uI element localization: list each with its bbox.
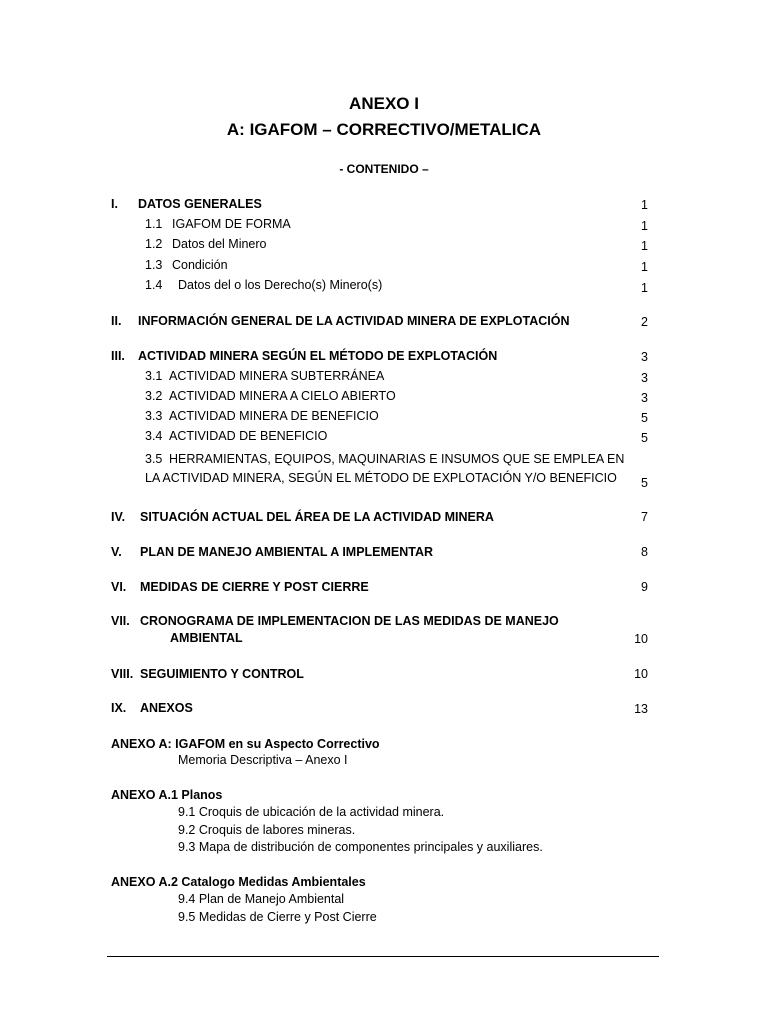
toc-page-3-1: 3 — [641, 371, 648, 385]
toc-num-3-3: 3.3 — [145, 409, 163, 423]
footer-rule — [107, 956, 659, 957]
toc-label-v: PLAN DE MANEJO AMBIENTAL A IMPLEMENTAR — [140, 545, 434, 559]
toc-page-i: 1 — [641, 198, 648, 212]
toc-num-1-3: 1.3 — [145, 258, 163, 272]
toc-page-v: 8 — [641, 545, 648, 559]
toc-label-vii-line2: AMBIENTAL — [170, 631, 243, 645]
annex-a1-item: 9.1 Croquis de ubicación de la actividad minera. — [178, 805, 445, 819]
toc-label-i: DATOS GENERALES — [138, 197, 262, 211]
toc-label-3-2: ACTIVIDAD MINERA A CIELO ABIERTO — [169, 389, 396, 403]
toc-num-3-4: 3.4 — [145, 429, 163, 443]
toc-page-vi: 9 — [641, 580, 648, 594]
toc-page-iv: 7 — [641, 510, 648, 524]
annex-a1-title: ANEXO A.1 Planos — [111, 788, 223, 802]
toc-num-iii: III. — [111, 349, 125, 363]
toc-page-3-5: 5 — [641, 476, 648, 490]
annex-a2-item: 9.5 Medidas de Cierre y Post Cierre — [178, 910, 377, 924]
toc-num-vii: VII. — [111, 614, 130, 628]
toc-page-3-4: 5 — [641, 431, 648, 445]
toc-page-1-3: 1 — [641, 260, 648, 274]
toc-num-1-4: 1.4 — [145, 278, 163, 292]
toc-page-1-1: 1 — [641, 219, 648, 233]
toc-page-iii: 3 — [641, 350, 648, 364]
toc-page-1-2: 1 — [641, 239, 648, 253]
toc-num-3-5: 3.5 — [145, 452, 163, 466]
toc-page-ix: 13 — [634, 702, 648, 716]
annex-a2-title: ANEXO A.2 Catalogo Medidas Ambientales — [111, 875, 366, 889]
toc-label-3-3: ACTIVIDAD MINERA DE BENEFICIO — [169, 409, 379, 423]
toc-page-1-4: 1 — [641, 281, 648, 295]
document-subtitle: A: IGAFOM – CORRECTIVO/METALICA — [226, 120, 542, 139]
toc-label-1-2: Datos del Minero — [172, 237, 267, 251]
contents-heading: - CONTENIDO – — [339, 162, 429, 176]
toc-num-3-1: 3.1 — [145, 369, 163, 383]
toc-label-iii: ACTIVIDAD MINERA SEGÚN EL MÉTODO DE EXPLOTACIÓN — [138, 349, 498, 363]
toc-label-ii: INFORMACIÓN GENERAL DE LA ACTIVIDAD MINERA DE EXPLOTACIÓN — [138, 314, 570, 328]
annex-a2-item: 9.4 Plan de Manejo Ambiental — [178, 892, 345, 906]
toc-num-vi: VI. — [111, 580, 127, 594]
toc-label-ix: ANEXOS — [140, 701, 193, 715]
toc-label-iv: SITUACIÓN ACTUAL DEL ÁREA DE LA ACTIVIDAD MINERA — [140, 510, 494, 524]
toc-num-ii: II. — [111, 314, 122, 328]
toc-label-3-4: ACTIVIDAD DE BENEFICIO — [169, 429, 328, 443]
toc-page-3-2: 3 — [641, 391, 648, 405]
annex-a-subtitle: Memoria Descriptiva – Anexo I — [178, 753, 348, 767]
annex-a1-item: 9.3 Mapa de distribución de componentes principales y auxiliares. — [178, 840, 543, 854]
toc-num-1-2: 1.2 — [145, 237, 163, 251]
toc-label-vii-line1: CRONOGRAMA DE IMPLEMENTACION DE LAS MEDIDAS DE MANEJO — [140, 614, 559, 628]
toc-page-viii: 10 — [634, 667, 648, 681]
toc-label-vi: MEDIDAS DE CIERRE Y POST CIERRE — [140, 580, 369, 594]
toc-label-3-5-line2: LA ACTIVIDAD MINERA, SEGÚN EL MÉTODO DE EXPLOTACIÓN Y/O BENEFICIO — [145, 471, 617, 485]
toc-num-iv: IV. — [111, 510, 126, 524]
toc-page-ii: 2 — [641, 315, 648, 329]
toc-num-1-1: 1.1 — [145, 217, 163, 231]
toc-label-1-1: IGAFOM DE FORMA — [172, 217, 291, 231]
toc-page-vii: 10 — [634, 632, 648, 646]
toc-page-3-3: 5 — [641, 411, 648, 425]
toc-num-viii: VIII. — [111, 667, 134, 681]
document-title: ANEXO I — [349, 94, 419, 113]
toc-num-3-2: 3.2 — [145, 389, 163, 403]
toc-num-v: V. — [111, 545, 122, 559]
toc-label-3-1: ACTIVIDAD MINERA SUBTERRÁNEA — [169, 369, 385, 383]
annex-a1-item: 9.2 Croquis de labores mineras. — [178, 823, 356, 837]
toc-label-1-3: Condición — [172, 258, 228, 272]
toc-label-3-5-line1: HERRAMIENTAS, EQUIPOS, MAQUINARIAS E INSUMOS QUE SE EMPLEA EN — [169, 452, 625, 466]
toc-num-i: I. — [111, 197, 118, 211]
toc-label-viii: SEGUIMIENTO Y CONTROL — [140, 667, 304, 681]
toc-num-ix: IX. — [111, 701, 127, 715]
toc-label-1-4: Datos del o los Derecho(s) Minero(s) — [178, 278, 383, 292]
annex-a-title: ANEXO A: IGAFOM en su Aspecto Correctivo — [111, 737, 380, 751]
